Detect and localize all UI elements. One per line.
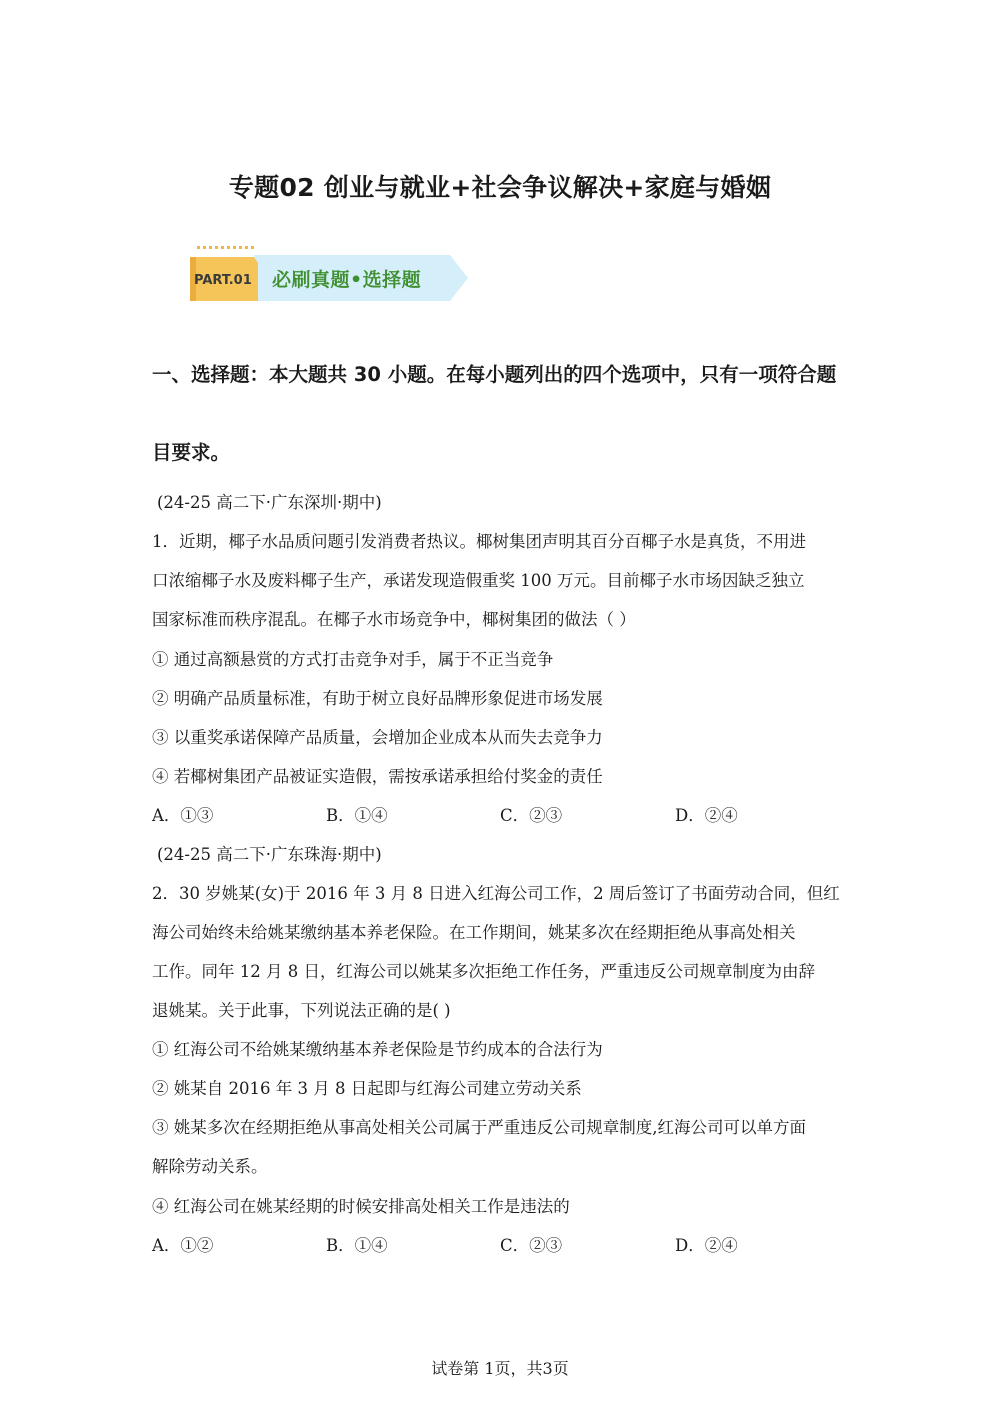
question-1-option-d[interactable]: D．②④ [675,806,738,825]
question-2-source: (24-25 高二下·广东珠海·期中) [157,845,382,864]
page-footer: 试卷第 1页，共3页 [431,1359,569,1378]
question-1-source: (24-25 高二下·广东深圳·期中) [157,493,382,512]
question-1-option-b[interactable]: B．①④ [326,806,388,825]
question-1-option-c[interactable]: C．②③ [500,806,563,825]
question-1-option-a[interactable]: A．①③ [152,806,214,825]
part-banner [188,243,470,303]
question-2-stem-line-1: 2．30 岁姚某(女)于 2016 年 3 月 8 日进入红海公司工作，2 周后签订了书面劳动合同，但红 [152,884,840,903]
question-2-stem-line-2: 海公司始终未给姚某缴纳基本养老保险。在工作期间，姚某多次在经期拒绝从事高处相关 [152,923,796,942]
question-2-item-3: ③ 姚某多次在经期拒绝从事高处相关公司属于严重违反公司规章制度,红海公司可以单方面 [152,1118,806,1137]
question-2-item-1: ① 红海公司不给姚某缴纳基本养老保险是节约成本的合法行为 [152,1040,603,1059]
question-2-item-2: ② 姚某自 2016 年 3 月 8 日起即与红海公司建立劳动关系 [152,1079,582,1098]
question-2-option-b[interactable]: B．①④ [326,1236,388,1255]
question-1-item-2: ② 明确产品质量标准，有助于树立良好品牌形象促进市场发展 [152,689,603,708]
question-2-stem-line-4: 退姚某。关于此事，下列说法正确的是( ) [152,1001,451,1020]
question-2-option-a[interactable]: A．①② [152,1236,214,1255]
section-heading-line-2: 目要求。 [152,441,231,464]
question-1-item-3: ③ 以重奖承诺保障产品质量，会增加企业成本从而失去竞争力 [152,728,603,747]
question-1-stem-line-2: 口浓缩椰子水及废料椰子生产，承诺发现造假重奖 100 万元。目前椰子水市场因缺乏独立 [152,571,805,590]
question-2-option-c[interactable]: C．②③ [500,1236,563,1255]
banner-part-label: PART.01 [194,273,252,288]
section-heading-line-1: 一、选择题：本大题共 30 小题。在每小题列出的四个选项中，只有一项符合题 [152,363,837,386]
question-2-item-3-continued: 解除劳动关系。 [152,1157,268,1176]
question-1-stem-line-3: 国家标准而秩序混乱。在椰子水市场竞争中，椰树集团的做法（ ） [152,610,636,629]
question-2-item-4: ④ 红海公司在姚某经期的时候安排高处相关工作是违法的 [152,1197,570,1216]
page-title: 专题02 创业与就业+社会争议解决+家庭与婚姻 [228,173,772,202]
question-2-stem-line-3: 工作。同年 12 月 8 日，红海公司以姚某多次拒绝工作任务，严重违反公司规章制度为由辞 [152,962,815,981]
question-1-stem-line-1: 1．近期，椰子水品质问题引发消费者热议。椰树集团声明其百分百椰子水是真货，不用进 [152,532,806,551]
question-2-option-d[interactable]: D．②④ [675,1236,738,1255]
question-1-item-1: ① 通过高额悬赏的方式打击竞争对手，属于不正当竞争 [152,650,554,669]
question-1-item-4: ④ 若椰树集团产品被证实造假，需按承诺承担给付奖金的责任 [152,767,603,786]
banner-title: 必刷真题•选择题 [272,269,422,291]
